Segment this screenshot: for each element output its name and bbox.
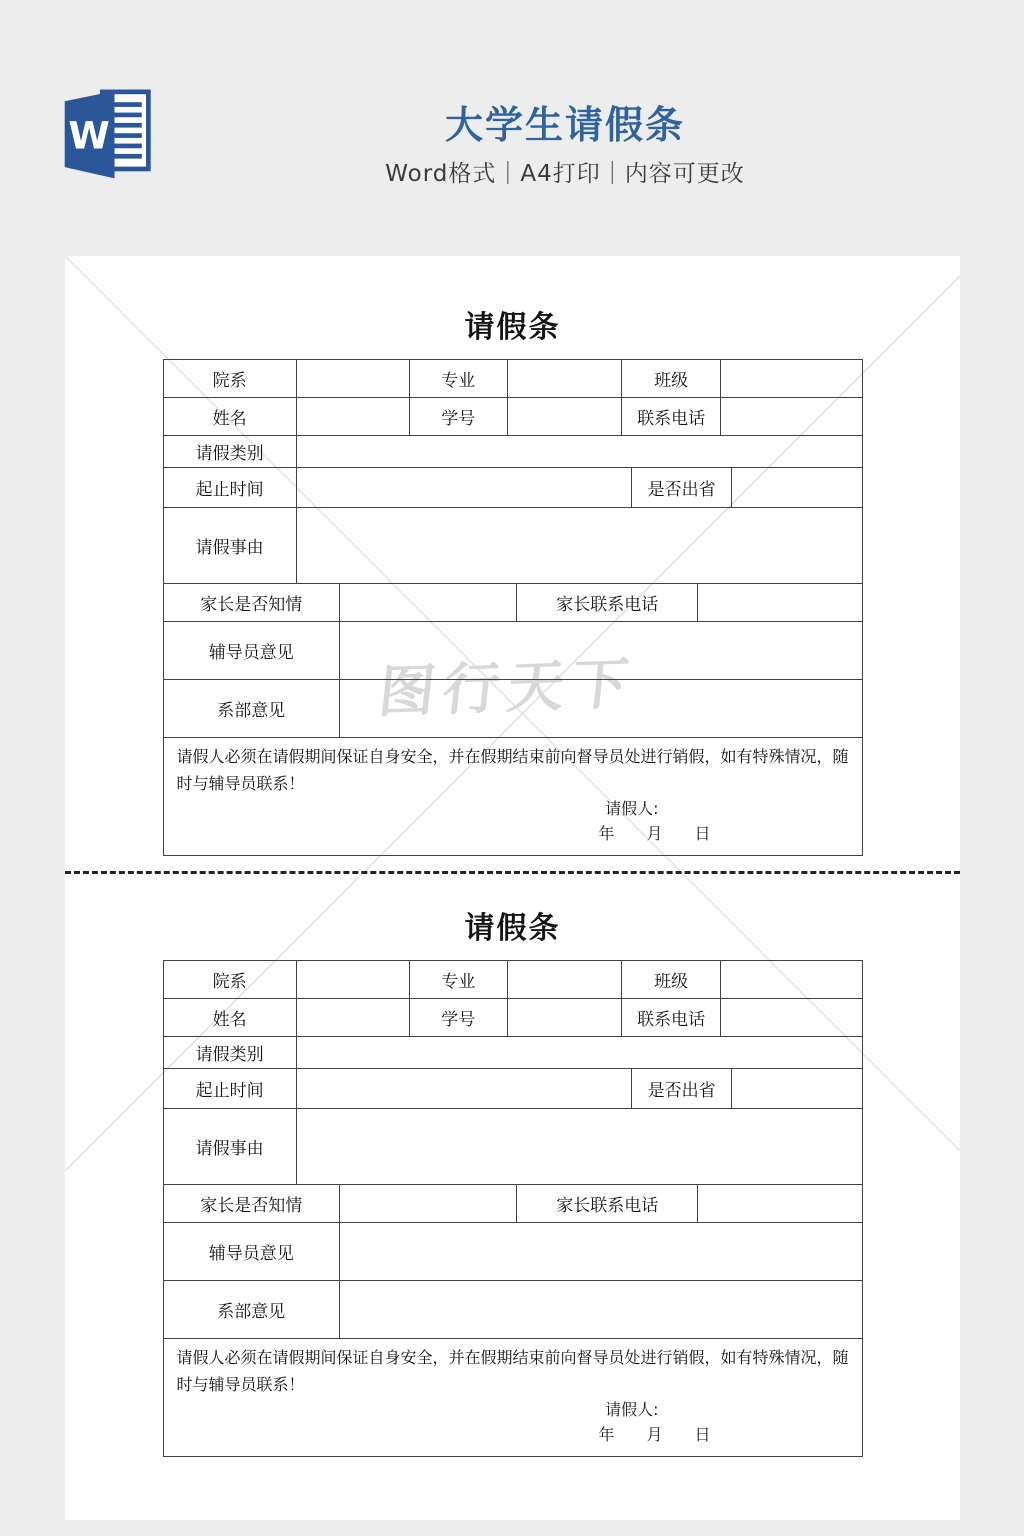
field-time-range[interactable] [297,468,632,507]
label-department: 院系 [164,961,297,998]
table-row [164,436,862,468]
signature-label: 请假人: [605,799,659,818]
label-phone: 联系电话 [622,398,721,435]
note-row [164,738,862,855]
table-row [164,508,862,584]
field-major[interactable] [508,961,622,998]
field-parent-phone[interactable] [698,584,861,621]
table-row [164,360,862,398]
label-out-of-province: 是否出省 [632,1069,733,1108]
field-major[interactable] [508,360,622,397]
document-sheet [65,256,960,1520]
table-row [164,1281,862,1339]
label-student-id: 学号 [410,999,508,1036]
field-dept-opinion[interactable] [340,1281,861,1338]
leave-form-1 [65,256,960,856]
label-parent-phone: 家长联系电话 [517,1185,698,1222]
date-line: 年 月 日 [598,1425,711,1444]
label-out-of-province: 是否出省 [632,468,733,507]
field-student-id[interactable] [508,999,622,1036]
table-row [164,584,862,622]
label-parent-informed: 家长是否知情 [164,584,341,621]
table-row [164,1109,862,1185]
page-header [0,0,1024,256]
field-parent-informed[interactable] [340,584,517,621]
table-row [164,1069,862,1109]
label-reason: 请假事由 [164,1109,297,1184]
label-dept-opinion: 系部意见 [164,680,341,737]
field-phone[interactable] [721,398,861,435]
leave-form-table [163,960,863,1457]
field-name[interactable] [297,999,410,1036]
label-name: 姓名 [164,999,297,1036]
label-phone: 联系电话 [622,999,721,1036]
label-leave-type: 请假类别 [164,1037,297,1068]
form-title: 请假条 [464,310,561,345]
field-class[interactable] [721,961,861,998]
field-department[interactable] [297,961,410,998]
label-major: 专业 [410,360,508,397]
field-counselor-opinion[interactable] [340,622,861,679]
label-parent-informed: 家长是否知情 [164,1185,341,1222]
table-row [164,680,862,738]
table-row [164,1223,862,1281]
field-reason[interactable] [297,1109,862,1184]
leave-form-table [163,359,863,856]
field-department[interactable] [297,360,410,397]
field-time-range[interactable] [297,1069,632,1108]
label-counselor-opinion: 辅导员意见 [164,622,341,679]
field-out-of-province[interactable] [732,1069,861,1108]
svg-text:W: W [68,113,110,158]
page-subtitle: Word格式｜A4打印｜内容可更改 [385,161,745,187]
signature-label: 请假人: [605,1400,659,1419]
date-line: 年 月 日 [598,824,711,843]
safety-note: 请假人必须在请假期间保证自身安全，并在假期结束前向督导员处进行销假，如有特殊情况，随时与辅导员联系！ [176,1348,849,1394]
field-leave-type[interactable] [297,436,862,467]
form-title: 请假条 [464,911,561,946]
label-reason: 请假事由 [164,508,297,583]
label-major: 专业 [410,961,508,998]
note-row [164,1339,862,1456]
label-time-range: 起止时间 [164,468,297,507]
table-row [164,961,862,999]
table-row [164,999,862,1037]
leave-form-2 [65,873,960,1457]
label-time-range: 起止时间 [164,1069,297,1108]
table-row [164,468,862,508]
field-out-of-province[interactable] [732,468,861,507]
safety-note: 请假人必须在请假期间保证自身安全，并在假期结束前向督导员处进行销假，如有特殊情况，随时与辅导员联系！ [176,747,849,793]
label-name: 姓名 [164,398,297,435]
field-student-id[interactable] [508,398,622,435]
table-row [164,622,862,680]
table-row [164,1037,862,1069]
label-class: 班级 [622,360,721,397]
label-department: 院系 [164,360,297,397]
table-row [164,1185,862,1223]
field-counselor-opinion[interactable] [340,1223,861,1280]
label-parent-phone: 家长联系电话 [517,584,698,621]
watermark-text: 图行天下 [375,651,640,726]
field-class[interactable] [721,360,861,397]
label-dept-opinion: 系部意见 [164,1281,341,1338]
label-class: 班级 [622,961,721,998]
label-leave-type: 请假类别 [164,436,297,467]
field-dept-opinion[interactable] [340,680,861,737]
field-parent-informed[interactable] [340,1185,517,1222]
label-counselor-opinion: 辅导员意见 [164,1223,341,1280]
field-parent-phone[interactable] [698,1185,861,1222]
field-name[interactable] [297,398,410,435]
table-row [164,398,862,436]
field-reason[interactable] [297,508,862,583]
field-leave-type[interactable] [297,1037,862,1068]
field-phone[interactable] [721,999,861,1036]
page-title: 大学生请假条 [444,103,685,147]
label-student-id: 学号 [410,398,508,435]
